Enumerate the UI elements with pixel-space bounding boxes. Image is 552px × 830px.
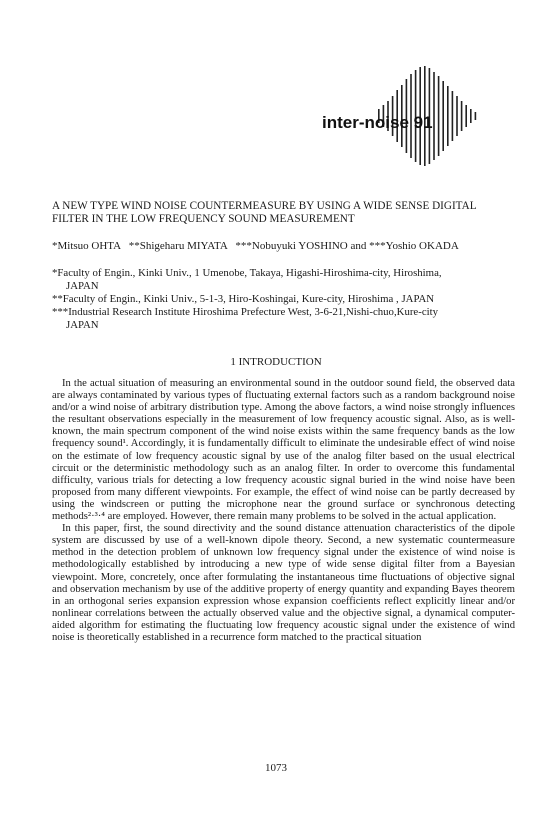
inter-noise-logo	[320, 58, 490, 168]
svg-text:inter-noise 91: inter-noise 91	[322, 113, 433, 132]
logo-wave-bar	[442, 81, 444, 151]
logo-wave-bar	[452, 91, 454, 141]
logo-wave-bar	[475, 112, 477, 120]
affiliation-2: **Faculty of Engin., Kinki Univ., 5-1-3, Hiro-Koshingai, Kure-city, Hiroshima , JAPAN	[52, 293, 435, 305]
logo-wave-bar	[433, 72, 435, 160]
logo-wave-bar	[456, 96, 458, 136]
affiliation-1: *Faculty of Engin., Kinki Univ., 1 Umenobe, Takaya, Higashi-Hiroshima-city, Hiroshima,	[52, 267, 442, 279]
affiliation-1-country: JAPAN	[66, 280, 99, 292]
page-number: 1073	[265, 762, 287, 774]
paragraph: In this paper, first, the sound directivity and the sound distance attenuation characteristics of the dipole system are discussed by use of a well-known dipole theory. Second, a new systematic countermeasure method in the detection problem of unknown low frequency signal under the existence of wind noise is methodologically established by introducing a new type of wide sense digital filter from a Bayesian viewpoint. More, concretely, once after formulating the instantaneous time fluctuations of objective signal and observation mechanism by use of the additive property of energy quantity and expanding Bayes theorem in an orthogonal series expansion expression whose expansion coefficients reflect explicitly linear and/or nonlinear correlations between the actually observed value and the objective signal, a dynamical computer-aided algorithm for estimating the fluctuating low frequency acoustic signal under the existence of wind noise is theoretically established in a recurrence form matched to the practical situation	[52, 523, 515, 643]
soundwave-logo-icon	[320, 58, 490, 168]
logo-wave-bar	[447, 86, 449, 146]
logo-wave-bar	[470, 109, 472, 123]
affiliations	[52, 267, 522, 332]
author-list: *Mitsuo OHTA **Shigeharu MIYATA ***Nobuyuki YOSHINO and ***Yoshio OKADA	[52, 240, 459, 252]
paper-title: A NEW TYPE WIND NOISE COUNTERMEASURE BY USING A WIDE SENSE DIGITAL FILTER IN THE LOW FREQUENCY SOUND MEASUREMENT	[52, 200, 477, 225]
affiliation-3: ***Industrial Research Institute Hiroshima Prefecture West, 3-6-21,Nishi-chuo,Kure-city	[52, 306, 439, 318]
affiliation-3-country: JAPAN	[66, 319, 99, 331]
logo-wave-bar	[465, 105, 467, 127]
logo-wave-bar	[461, 101, 463, 131]
logo-wave-bar	[438, 76, 440, 156]
section-heading: 1 INTRODUCTION	[230, 356, 322, 368]
paragraph: In the actual situation of measuring an environmental sound in the outdoor sound field, the observed data are always contaminated by various types of fluctuating external factors such as a random background noise and/or a wind noise of arbitrary distribution type. Among the above factors, a wind noise strongly influences the resultant observations especially in the measurement of low frequency acoustic signal. Also, as is well-known, the main spectrum component of the wind noise exists within the same frequency bands as the low frequency sound¹. Accordingly, it is fundamentally difficult to eliminate the undesirable effect of wind noise on the estimate of low frequency acoustic signal by use of the analog filter based on the usual electrical circuit or the deterministic methodology such as an analog filter. In order to overcome this fundamental difficulty, various trials for detecting a low frequency acoustic signal buried in the wind noise have been proposed from many different viewpoints. For example, the effect of wind noise can be partly decreased by using the windscreen or putting the microphone near the ground surface or synchronous detecting methods²·³·⁴ are employed. However, there remain many problems to be solved in the actual application.	[52, 378, 515, 523]
body-text	[52, 378, 515, 644]
